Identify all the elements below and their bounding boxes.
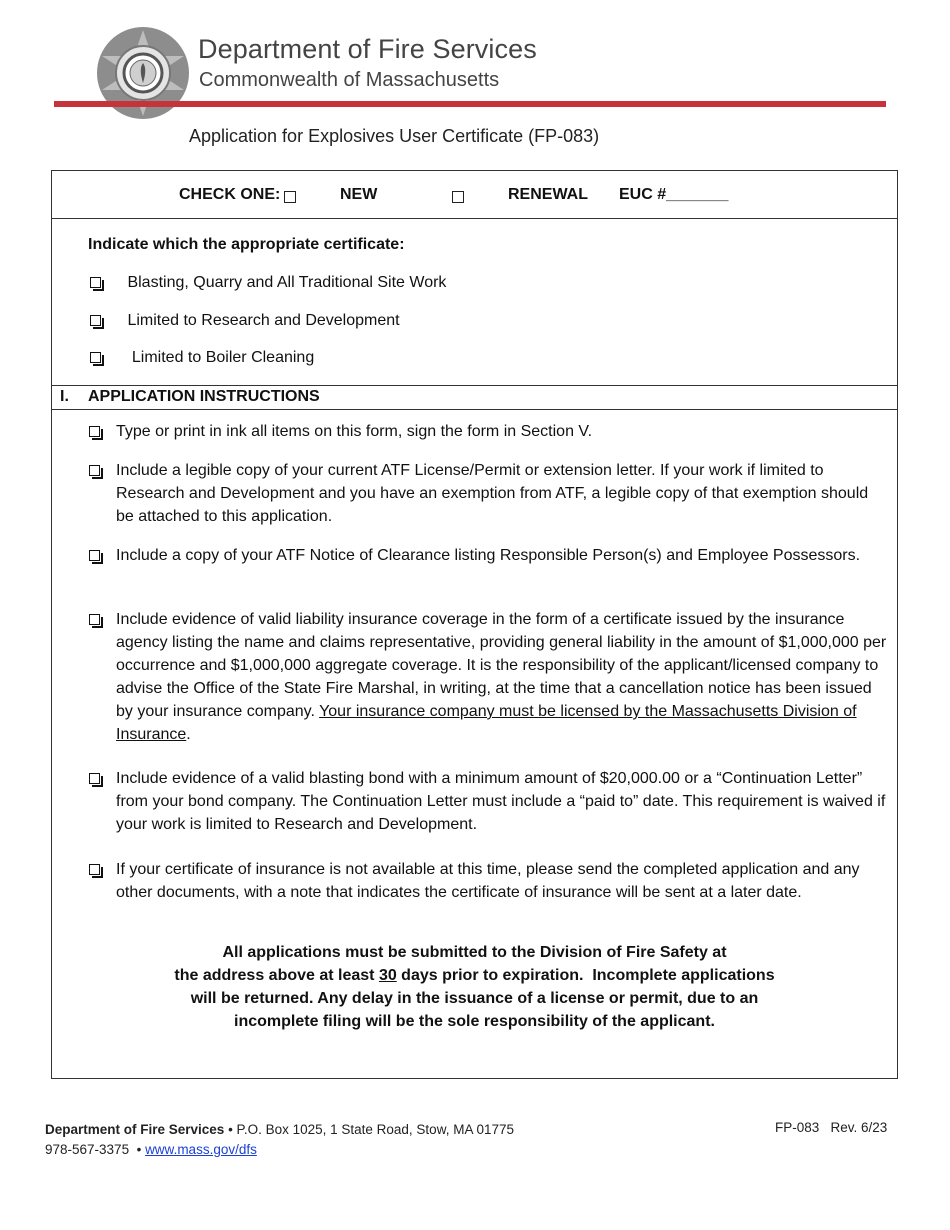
- form-revision: FP-083 Rev. 6/23: [775, 1120, 888, 1135]
- insurance-underlined-text: Your insurance company must be licensed by the Massachusetts Division of Insurance: [116, 703, 857, 743]
- divider: [52, 385, 897, 386]
- checkbox-icon[interactable]: [89, 864, 100, 875]
- renewal-label: RENEWAL: [508, 186, 588, 203]
- commonwealth-subtitle: Commonwealth of Massachusetts: [199, 69, 500, 91]
- certificate-heading: Indicate which the appropriate certificate:: [88, 236, 405, 253]
- instruction-text: [116, 608, 889, 746]
- header-divider: [54, 101, 886, 107]
- divider: [52, 409, 897, 410]
- notice-line: All applications must be submitted to the Division of Fire Safety at: [222, 944, 727, 961]
- section-i-heading: [60, 388, 320, 406]
- footer-address: • P.O. Box 1025, 1 State Road, Stow, MA 01775: [224, 1122, 514, 1137]
- instruction-item: [89, 459, 889, 528]
- new-checkbox[interactable]: [284, 191, 296, 203]
- insurance-text: Include evidence of valid liability insurance coverage in the form of a certificate issued by the insurance agency listing the name and claims representative, providing general liability in the amount of $1,000,000 per occurrence and $1,000,000 aggregate coverage. It is the responsibility of the applicant/licensed company to advise the Office of the State Fire Marshal, in writing, at the time that a cancellation notice has been issued by your insurance company.: [116, 611, 887, 720]
- checkbox-icon[interactable]: [89, 550, 100, 561]
- footer-contact: [45, 1120, 514, 1160]
- instruction-text: Include a copy of your ATF Notice of Clearance listing Responsible Person(s) and Employee Possessors.: [116, 547, 861, 564]
- footer-phone: 978-567-3375 •: [45, 1142, 146, 1157]
- euc-number-field[interactable]: EUC #_______: [619, 186, 729, 203]
- submission-notice: [152, 941, 797, 1033]
- checkbox-icon[interactable]: [89, 614, 100, 625]
- checkbox-icon[interactable]: [89, 426, 100, 437]
- notice-days: 30: [378, 967, 397, 984]
- instruction-text: Include evidence of a valid blasting bond with a minimum amount of $20,000.00 or a “Continuation Letter” from your bond company. The Continuation Letter must include a “paid to” date. This requirement is waived if your work is limited to Research and Development.: [116, 770, 886, 833]
- new-label: NEW: [340, 186, 378, 203]
- certificate-option-label: Limited to Research and Development: [127, 312, 400, 329]
- instruction-item: [89, 858, 889, 904]
- divider: [52, 218, 897, 219]
- section-title: APPLICATION INSTRUCTIONS: [88, 388, 320, 405]
- certificate-option-blasting[interactable]: [90, 274, 446, 292]
- instruction-item: [89, 767, 889, 836]
- certificate-option-research[interactable]: [90, 312, 400, 330]
- insurance-text-end: .: [186, 726, 191, 743]
- checkbox-icon[interactable]: [89, 465, 100, 476]
- checkbox-icon[interactable]: [90, 315, 101, 326]
- renewal-checkbox[interactable]: [452, 191, 464, 203]
- section-number: I.: [60, 388, 69, 405]
- checkbox-icon[interactable]: [90, 277, 101, 288]
- notice-text: the address above at least: [174, 967, 379, 984]
- instruction-text: Include a legible copy of your current ATF License/Permit or extension letter. If your work if limited to Research and Development and you have an exemption from ATF, a legible copy of that exemption should be attached to this application.: [116, 462, 869, 525]
- department-title: Department of Fire Services: [198, 34, 537, 64]
- instruction-item: [89, 544, 889, 567]
- certificate-option-label: Blasting, Quarry and All Traditional Site Work: [127, 274, 447, 291]
- notice-line: [152, 964, 797, 987]
- footer-dept: Department of Fire Services: [45, 1122, 225, 1137]
- website-link[interactable]: www.mass.gov/dfs: [145, 1142, 257, 1157]
- certificate-option-label: Limited to Boiler Cleaning: [127, 349, 315, 366]
- certificate-option-boiler[interactable]: [90, 349, 314, 367]
- form-title: Application for Explosives User Certificate (FP-083): [189, 126, 600, 146]
- checkbox-icon[interactable]: [89, 773, 100, 784]
- instruction-item: [89, 420, 889, 443]
- instruction-text: If your certificate of insurance is not available at this time, please send the completed application and any other documents, with a note that indicates the certificate of insurance will be sent at a later date.: [116, 861, 860, 901]
- application-form: [51, 170, 898, 1079]
- notice-text: days prior to expiration. Incomplete applications: [396, 967, 775, 984]
- notice-line: incomplete filing will be the sole responsibility of the applicant.: [234, 1013, 715, 1030]
- check-one-label: CHECK ONE:: [179, 186, 281, 203]
- instruction-text: Type or print in ink all items on this form, sign the form in Section V.: [116, 423, 593, 440]
- notice-line: will be returned. Any delay in the issuance of a license or permit, due to an: [190, 990, 759, 1007]
- checkbox-icon[interactable]: [90, 352, 101, 363]
- instruction-item-insurance: [89, 608, 889, 746]
